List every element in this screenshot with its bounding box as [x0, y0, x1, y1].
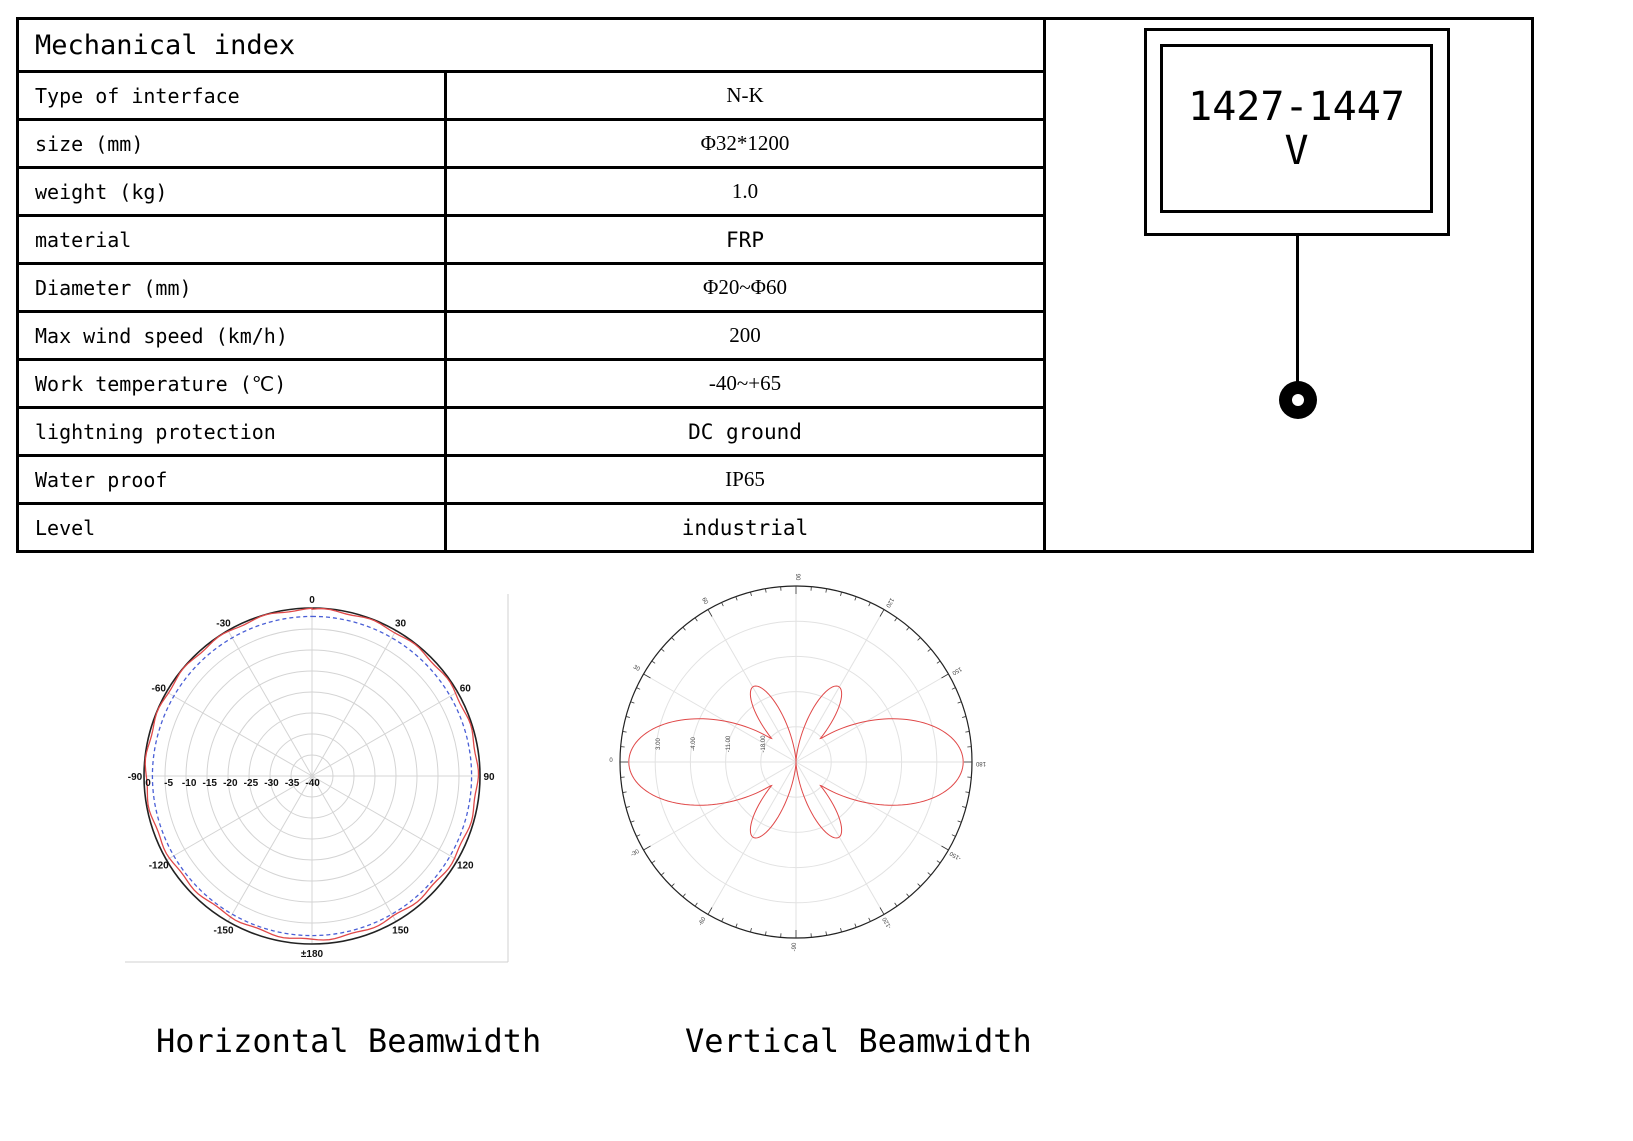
ring-tick: [869, 602, 871, 606]
row-value-material: FRP: [446, 216, 1045, 264]
grid-spoke: [708, 762, 796, 914]
grid-spoke: [644, 762, 796, 850]
ring-tick: [895, 903, 897, 906]
mechanical-spec-table: [16, 17, 1534, 553]
row-label-temperature: Work temperature (℃): [18, 360, 446, 408]
angle-tick-label: -30: [216, 618, 231, 630]
ring-tick: [928, 873, 931, 876]
angle-tick-label: 120: [456, 860, 474, 872]
radial-tick-label: -5: [164, 778, 174, 789]
angle-tick-label: 120: [884, 596, 895, 609]
ring-tick: [937, 861, 940, 863]
row-value-interface: N-K: [446, 72, 1045, 120]
radial-tick-label: 0: [145, 778, 151, 789]
angle-tick-label: 180: [975, 760, 987, 766]
grid-spoke: [312, 692, 457, 776]
angle-tick-label: -30: [630, 848, 641, 859]
radial-tick-label: -11.00: [726, 735, 732, 753]
ring-tick: [937, 661, 940, 663]
row-value-lightning: DC ground: [446, 408, 1045, 456]
ring-tick: [907, 627, 910, 630]
angle-tick-label: -150: [213, 925, 234, 937]
ring-tick: [695, 903, 697, 906]
row-value-wind-speed: 200: [446, 312, 1045, 360]
angle-tick-label: -150: [949, 849, 963, 861]
row-label-weight: weight (kg): [18, 168, 446, 216]
row-value-temperature: -40~+65: [446, 360, 1045, 408]
row-value-level: industrial: [446, 504, 1045, 552]
ring-tick: [869, 918, 871, 922]
row-label-interface: Type of interface: [18, 72, 446, 120]
row-value-diameter: Φ20~Φ60: [446, 264, 1045, 312]
ring-tick: [722, 918, 724, 922]
ring-tick: [841, 928, 842, 932]
angle-tick-label: -120: [882, 916, 894, 930]
ring-tick: [652, 861, 655, 863]
ring-tick: [736, 597, 737, 601]
ring-tick: [918, 638, 921, 641]
antenna-symbol-outer-box: [1144, 28, 1450, 236]
row-label-lightning: lightning protection: [18, 408, 446, 456]
ring-tick: [636, 835, 640, 837]
grid-spoke: [167, 692, 312, 776]
angle-tick-label: -90: [792, 942, 798, 952]
ring-tick: [636, 688, 640, 690]
ring-tick: [661, 649, 664, 652]
horizontal-beamwidth-caption: Horizontal Beamwidth: [156, 1022, 542, 1060]
radial-tick-label: -40: [305, 778, 320, 789]
ring-tick: [626, 807, 630, 808]
vertical-beamwidth-caption: Vertical Beamwidth: [685, 1022, 1032, 1060]
ring-tick: [941, 674, 948, 678]
ring-tick: [623, 792, 627, 793]
antenna-symbol-cell: [1045, 19, 1533, 552]
ring-tick: [708, 610, 712, 617]
radial-tick-label: -35: [284, 778, 300, 789]
angle-tick-label: 60: [459, 683, 471, 695]
row-value-weight: 1.0: [446, 168, 1045, 216]
ring-tick: [952, 835, 956, 837]
grid-spoke: [708, 610, 796, 762]
grid-spoke: [228, 776, 312, 921]
ring-tick: [722, 602, 724, 606]
row-value-size: Φ32*1200: [446, 120, 1045, 168]
ring-tick: [907, 894, 910, 897]
grid-spoke: [796, 762, 884, 914]
grid-spoke: [228, 631, 312, 776]
radial-tick-label: 3.00: [656, 738, 662, 750]
ring-tick: [708, 907, 712, 914]
ring-tick: [965, 731, 969, 732]
symbol-polarization: V: [1284, 128, 1309, 174]
ring-tick: [958, 821, 962, 822]
radial-tick-label: -15: [202, 778, 217, 789]
antenna-stem: [1296, 236, 1299, 386]
ring-tick: [672, 884, 675, 887]
radial-tick-label: -20: [223, 778, 238, 789]
grid-spoke: [312, 776, 396, 921]
connector-icon: [1279, 381, 1317, 419]
symbol-frequency: 1427-1447: [1188, 84, 1405, 130]
row-label-diameter: Diameter (mm): [18, 264, 446, 312]
table-title: Mechanical index: [18, 19, 1045, 72]
radial-tick-label: -10: [181, 778, 197, 789]
ring-tick: [962, 716, 966, 717]
antenna-symbol-inner-box: [1160, 44, 1433, 213]
angle-tick-label: 90: [483, 772, 495, 783]
angle-tick-label: 30: [394, 618, 407, 630]
ring-tick: [880, 907, 884, 914]
ring-tick: [750, 928, 751, 932]
ring-tick: [626, 716, 630, 717]
angle-tick-label: -90: [127, 772, 143, 783]
ring-tick: [928, 649, 931, 652]
row-label-material: material: [18, 216, 446, 264]
vertical-pattern-chart: [609, 573, 1012, 984]
ring-tick: [644, 674, 651, 678]
ring-tick: [652, 661, 655, 663]
angle-tick-label: 0: [609, 758, 613, 764]
row-label-water-proof: Water proof: [18, 456, 446, 504]
ring-tick: [826, 931, 827, 935]
angle-tick-label: 30: [631, 664, 641, 673]
row-label-wind-speed: Max wind speed (km/h): [18, 312, 446, 360]
grid-spoke: [644, 674, 796, 762]
angle-tick-label: ±180: [300, 949, 324, 960]
angle-tick-label: -60: [151, 683, 166, 695]
ring-tick: [683, 627, 686, 630]
ring-tick: [841, 592, 842, 596]
grid-spoke: [312, 776, 457, 860]
ring-tick: [750, 592, 751, 596]
ring-tick: [736, 924, 737, 928]
row-value-water-proof: IP65: [446, 456, 1045, 504]
angle-tick-label: -120: [148, 860, 169, 872]
grid-spoke: [796, 674, 948, 762]
angle-tick-label: 0: [309, 595, 315, 606]
ring-tick: [631, 702, 635, 703]
angle-tick-label: 60: [700, 596, 709, 606]
angle-tick-label: -60: [697, 916, 708, 927]
angle-tick-label: 150: [950, 665, 963, 676]
ring-tick: [952, 688, 956, 690]
ring-tick: [644, 846, 651, 850]
radial-tick-label: -4.00: [691, 737, 697, 751]
ring-tick: [965, 792, 969, 793]
radial-tick-label: -30: [264, 778, 279, 789]
ring-tick: [672, 638, 675, 641]
grid-spoke: [312, 631, 396, 776]
ring-tick: [623, 731, 627, 732]
row-label-size: size (mm): [18, 120, 446, 168]
angle-tick-label: 90: [794, 573, 800, 581]
ring-tick: [941, 846, 948, 850]
ring-tick: [958, 702, 962, 703]
ring-tick: [683, 894, 686, 897]
ring-tick: [765, 589, 766, 593]
ring-tick: [765, 931, 766, 935]
radial-tick-label: -18.00: [761, 735, 767, 753]
ring-tick: [962, 807, 966, 808]
ring-tick: [695, 618, 697, 621]
grid-spoke: [796, 610, 884, 762]
ring-tick: [918, 884, 921, 887]
ring-tick: [826, 589, 827, 593]
ring-tick: [880, 610, 884, 617]
row-label-level: Level: [18, 504, 446, 552]
ring-tick: [631, 821, 635, 822]
ring-tick: [895, 618, 897, 621]
grid-spoke: [796, 762, 948, 850]
angle-tick-label: 150: [392, 925, 409, 937]
ring-tick: [661, 873, 664, 876]
ring-tick: [855, 924, 856, 928]
ring-tick: [855, 597, 856, 601]
radial-tick-label: -25: [243, 778, 259, 789]
horizontal-pattern-chart: [122, 594, 512, 972]
